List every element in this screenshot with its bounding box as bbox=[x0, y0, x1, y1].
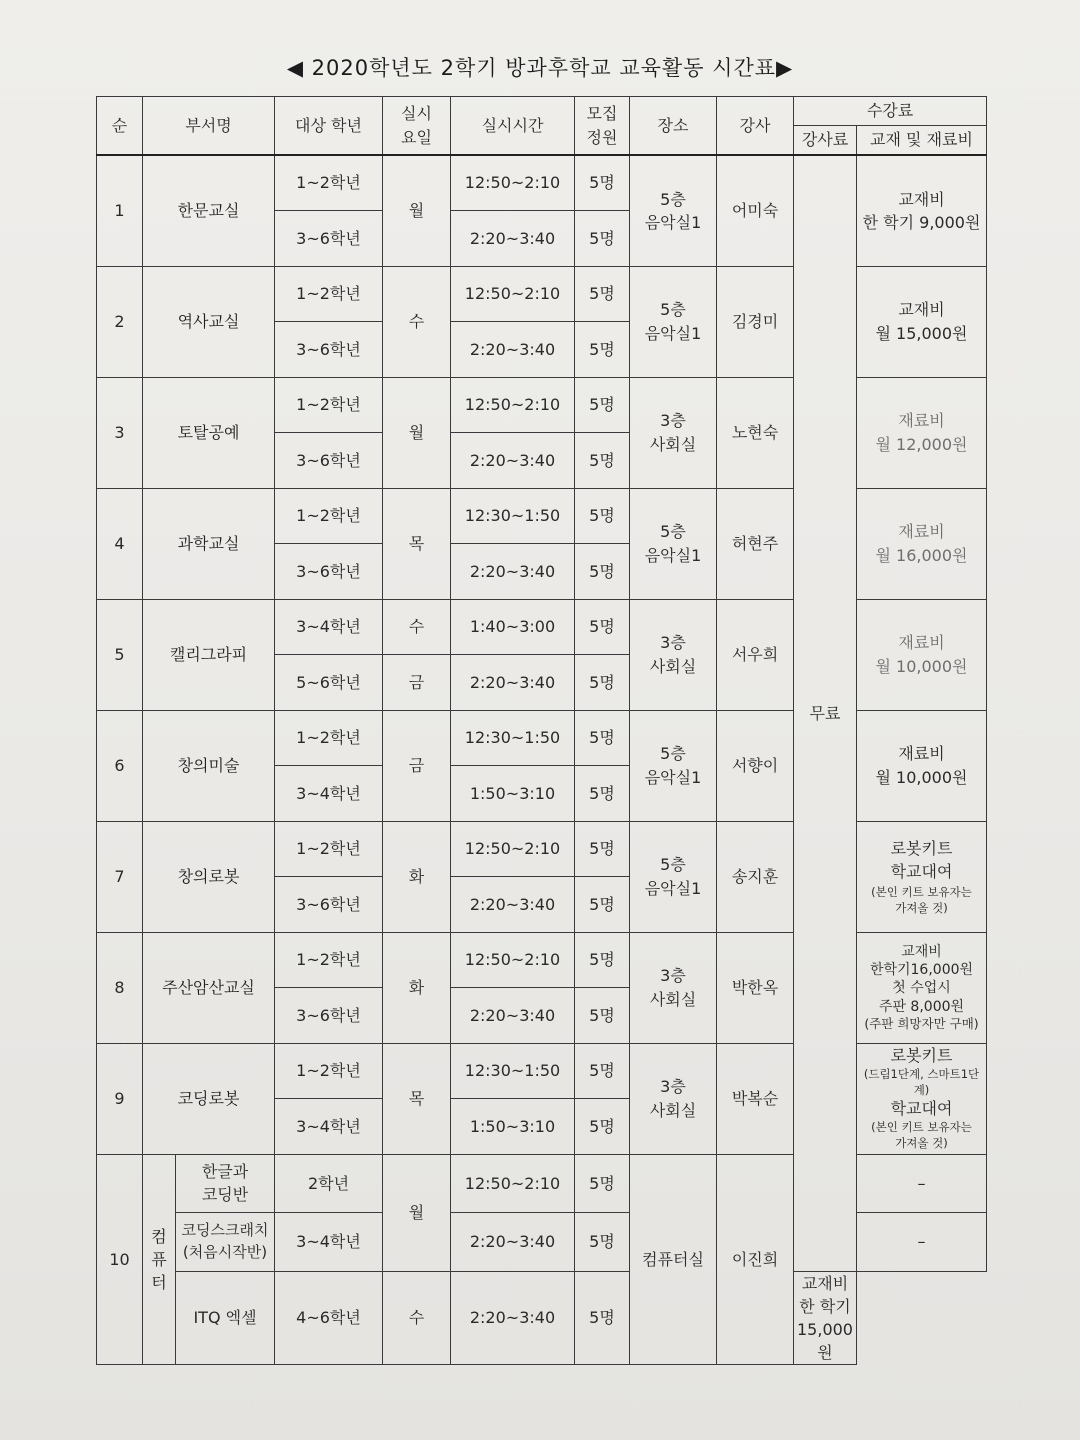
fee-cell: – bbox=[857, 1154, 987, 1213]
fee-cell: 재료비 월 16,000원 bbox=[857, 488, 987, 599]
time-cell: 2:20~3:40 bbox=[451, 988, 575, 1044]
fee-cell: 재료비 월 12,000원 bbox=[857, 377, 987, 488]
capacity-cell: 5명 bbox=[575, 821, 630, 877]
capacity-cell: 5명 bbox=[575, 655, 630, 711]
header-material: 교재 및 재료비 bbox=[857, 126, 987, 156]
place-cell: 3층 사회실 bbox=[630, 599, 717, 710]
day-cell: 월 bbox=[383, 1154, 451, 1271]
program-name: 캘리그라피 bbox=[143, 599, 275, 710]
day-cell: 화 bbox=[383, 821, 451, 932]
place-cell: 5층 음악실1 bbox=[630, 266, 717, 377]
time-cell: 2:20~3:40 bbox=[451, 1213, 575, 1272]
grade-cell: 3~4학년 bbox=[275, 1213, 383, 1272]
header-capacity: 모집 정원 bbox=[575, 97, 630, 156]
program-name: 창의미술 bbox=[143, 710, 275, 821]
time-cell: 12:50~2:10 bbox=[451, 377, 575, 433]
grade-cell: 2학년 bbox=[275, 1154, 383, 1213]
capacity-cell: 5명 bbox=[575, 211, 630, 267]
capacity-cell: 5명 bbox=[575, 932, 630, 988]
capacity-cell: 5명 bbox=[575, 266, 630, 322]
time-cell: 2:20~3:40 bbox=[451, 655, 575, 711]
capacity-cell: 5명 bbox=[575, 488, 630, 544]
capacity-cell: 5명 bbox=[575, 1154, 630, 1213]
fee-cell: 재료비 월 10,000원 bbox=[857, 710, 987, 821]
time-cell: 12:50~2:10 bbox=[451, 155, 575, 211]
grade-cell: 3~6학년 bbox=[275, 988, 383, 1044]
time-cell: 2:20~3:40 bbox=[451, 1271, 575, 1365]
time-cell: 1:50~3:10 bbox=[451, 1099, 575, 1155]
capacity-cell: 5명 bbox=[575, 877, 630, 933]
day-cell: 금 bbox=[383, 655, 451, 711]
place-cell: 5층 음악실1 bbox=[630, 155, 717, 266]
grade-cell: 1~2학년 bbox=[275, 155, 383, 211]
time-cell: 12:30~1:50 bbox=[451, 1043, 575, 1099]
program-name: 창의로봇 bbox=[143, 821, 275, 932]
place-cell: 3층 사회실 bbox=[630, 377, 717, 488]
time-cell: 2:20~3:40 bbox=[451, 433, 575, 489]
place-cell: 3층 사회실 bbox=[630, 932, 717, 1043]
header-fee: 수강료 bbox=[794, 97, 987, 126]
capacity-cell: 5명 bbox=[575, 433, 630, 489]
place-cell: 5층 음악실1 bbox=[630, 488, 717, 599]
day-cell: 월 bbox=[383, 377, 451, 488]
header-dept: 부서명 bbox=[143, 97, 275, 156]
page-title: ◀ 2020학년도 2학기 방과후학교 교육활동 시간표▶ bbox=[286, 56, 794, 80]
day-cell: 화 bbox=[383, 932, 451, 1043]
capacity-cell: 5명 bbox=[575, 710, 630, 766]
program-no: 6 bbox=[97, 710, 143, 821]
fee-cell: 교재비 한 학기 9,000원 bbox=[857, 155, 987, 266]
grade-cell: 1~2학년 bbox=[275, 821, 383, 877]
capacity-cell: 5명 bbox=[575, 322, 630, 378]
capacity-cell: 5명 bbox=[575, 1099, 630, 1155]
time-cell: 12:30~1:50 bbox=[451, 710, 575, 766]
teacher-cell: 서우희 bbox=[717, 599, 794, 710]
grade-cell: 1~2학년 bbox=[275, 1043, 383, 1099]
capacity-cell: 5명 bbox=[575, 544, 630, 600]
header-no: 순 bbox=[97, 97, 143, 156]
fee-cell: 교재비 한 학기 15,000원 bbox=[794, 1271, 857, 1365]
program-no: 3 bbox=[97, 377, 143, 488]
place-cell: 컴퓨터실 bbox=[630, 1154, 717, 1365]
grade-cell: 1~2학년 bbox=[275, 377, 383, 433]
capacity-cell: 5명 bbox=[575, 599, 630, 655]
header-teacher: 강사 bbox=[717, 97, 794, 156]
header-tuition: 강사료 bbox=[794, 126, 857, 156]
header-grade: 대상 학년 bbox=[275, 97, 383, 156]
day-cell: 수 bbox=[383, 1271, 451, 1365]
grade-cell: 3~6학년 bbox=[275, 211, 383, 267]
teacher-cell: 노현숙 bbox=[717, 377, 794, 488]
program-name: 한문교실 bbox=[143, 155, 275, 266]
fee-cell: 교재비 한학기16,000원 첫 수업시 주판 8,000원 (주판 희망자만 구매) bbox=[857, 932, 987, 1043]
program-name: 역사교실 bbox=[143, 266, 275, 377]
program-no: 1 bbox=[97, 155, 143, 266]
grade-cell: 3~6학년 bbox=[275, 877, 383, 933]
grade-cell: 4~6학년 bbox=[275, 1271, 383, 1365]
capacity-cell: 5명 bbox=[575, 1043, 630, 1099]
time-cell: 2:20~3:40 bbox=[451, 877, 575, 933]
grade-cell: 3~4학년 bbox=[275, 599, 383, 655]
program-no: 10 bbox=[97, 1154, 143, 1365]
grade-cell: 1~2학년 bbox=[275, 266, 383, 322]
time-cell: 12:30~1:50 bbox=[451, 488, 575, 544]
grade-cell: 3~4학년 bbox=[275, 1099, 383, 1155]
fee-cell: 교재비 월 15,000원 bbox=[857, 266, 987, 377]
program-no: 5 bbox=[97, 599, 143, 710]
computer-group-label: 컴 퓨 터 bbox=[143, 1154, 176, 1365]
teacher-cell: 서향이 bbox=[717, 710, 794, 821]
teacher-cell: 박한옥 bbox=[717, 932, 794, 1043]
grade-cell: 5~6학년 bbox=[275, 655, 383, 711]
time-cell: 12:50~2:10 bbox=[451, 821, 575, 877]
timetable bbox=[96, 96, 987, 1365]
grade-cell: 3~6학년 bbox=[275, 544, 383, 600]
day-cell: 목 bbox=[383, 488, 451, 599]
fee-cell: 로봇키트 학교대여 (본인 키트 보유자는 가져올 것) bbox=[857, 821, 987, 932]
day-cell: 수 bbox=[383, 599, 451, 655]
grade-cell: 1~2학년 bbox=[275, 932, 383, 988]
program-name: 주산암산교실 bbox=[143, 932, 275, 1043]
day-cell: 월 bbox=[383, 155, 451, 266]
capacity-cell: 5명 bbox=[575, 377, 630, 433]
time-cell: 12:50~2:10 bbox=[451, 266, 575, 322]
day-cell: 금 bbox=[383, 710, 451, 821]
place-cell: 5층 음악실1 bbox=[630, 821, 717, 932]
program-no: 9 bbox=[97, 1043, 143, 1154]
day-cell: 수 bbox=[383, 266, 451, 377]
grade-cell: 3~6학년 bbox=[275, 322, 383, 378]
teacher-cell: 어미숙 bbox=[717, 155, 794, 266]
table-row bbox=[97, 1271, 987, 1365]
time-cell: 2:20~3:40 bbox=[451, 211, 575, 267]
grade-cell: 1~2학년 bbox=[275, 710, 383, 766]
grade-cell: 1~2학년 bbox=[275, 488, 383, 544]
program-name: 코딩로봇 bbox=[143, 1043, 275, 1154]
grade-cell: 3~4학년 bbox=[275, 766, 383, 822]
time-cell: 12:50~2:10 bbox=[451, 932, 575, 988]
tuition-cell: 무료 bbox=[794, 155, 857, 1271]
grade-cell: 3~6학년 bbox=[275, 433, 383, 489]
place-cell: 3층 사회실 bbox=[630, 1043, 717, 1154]
day-cell: 목 bbox=[383, 1043, 451, 1154]
program-no: 2 bbox=[97, 266, 143, 377]
time-cell: 1:50~3:10 bbox=[451, 766, 575, 822]
time-cell: 1:40~3:00 bbox=[451, 599, 575, 655]
capacity-cell: 5명 bbox=[575, 766, 630, 822]
fee-cell: 재료비 월 10,000원 bbox=[857, 599, 987, 710]
place-cell: 5층 음악실1 bbox=[630, 710, 717, 821]
time-cell: 2:20~3:40 bbox=[451, 544, 575, 600]
table-row bbox=[97, 155, 987, 211]
teacher-cell: 이진희 bbox=[717, 1154, 794, 1365]
header-day: 실시 요일 bbox=[383, 97, 451, 156]
teacher-cell: 송지훈 bbox=[717, 821, 794, 932]
time-cell: 2:20~3:40 bbox=[451, 322, 575, 378]
program-no: 7 bbox=[97, 821, 143, 932]
program-name: 과학교실 bbox=[143, 488, 275, 599]
capacity-cell: 5명 bbox=[575, 1213, 630, 1272]
header-place: 장소 bbox=[630, 97, 717, 156]
program-name: 토탈공예 bbox=[143, 377, 275, 488]
program-name: 코딩스크래치 (처음시작반) bbox=[176, 1213, 275, 1272]
fee-cell: – bbox=[857, 1213, 987, 1272]
program-name: ITQ 엑셀 bbox=[176, 1271, 275, 1365]
teacher-cell: 허현주 bbox=[717, 488, 794, 599]
program-no: 8 bbox=[97, 932, 143, 1043]
capacity-cell: 5명 bbox=[575, 988, 630, 1044]
program-name: 한글과 코딩반 bbox=[176, 1154, 275, 1213]
teacher-cell: 김경미 bbox=[717, 266, 794, 377]
capacity-cell: 5명 bbox=[575, 1271, 630, 1365]
fee-cell: 로봇키트 (드림1단계, 스마트1단계) 학교대여 (본인 키트 보유자는 가져올 것) bbox=[857, 1043, 987, 1154]
teacher-cell: 박복순 bbox=[717, 1043, 794, 1154]
time-cell: 12:50~2:10 bbox=[451, 1154, 575, 1213]
header-time: 실시시간 bbox=[451, 97, 575, 156]
capacity-cell: 5명 bbox=[575, 155, 630, 211]
program-no: 4 bbox=[97, 488, 143, 599]
